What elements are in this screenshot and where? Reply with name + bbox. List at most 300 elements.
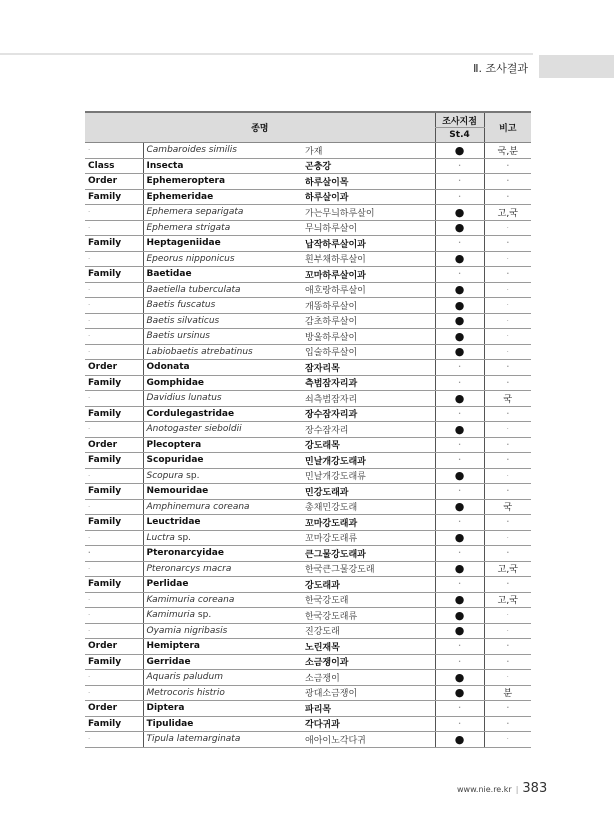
presence-cell bbox=[435, 701, 484, 717]
table-row bbox=[85, 468, 531, 484]
chapter-tab bbox=[539, 55, 614, 78]
section-title: Ⅱ. 조사결과 bbox=[473, 62, 528, 75]
note-cell-text: · bbox=[506, 611, 509, 620]
note-cell-text: · bbox=[506, 378, 510, 387]
table-row bbox=[85, 205, 531, 221]
rank-cell bbox=[85, 732, 143, 748]
presence-cell-text: · bbox=[458, 456, 461, 465]
scientific-name-cell-text: Davidius lunatus bbox=[146, 393, 222, 404]
rank-cell bbox=[85, 577, 143, 593]
rank-cell bbox=[85, 530, 143, 546]
korean-name-cell bbox=[300, 468, 435, 484]
table-row bbox=[85, 592, 531, 608]
rank-cell bbox=[85, 561, 143, 577]
korean-name-cell bbox=[300, 484, 435, 500]
header-rule bbox=[0, 53, 533, 55]
korean-name-cell-text: 광대소금쟁이 bbox=[305, 689, 358, 700]
scientific-name-cell-text: Baetiella tuberculata bbox=[146, 284, 241, 295]
note-cell bbox=[484, 484, 531, 500]
note-cell-text: 고,국 bbox=[497, 208, 518, 219]
presence-cell-text: · bbox=[458, 580, 461, 589]
note-cell-text: · bbox=[506, 626, 509, 635]
presence-cell-text: ● bbox=[454, 252, 465, 266]
table-row bbox=[85, 375, 531, 391]
rank-cell bbox=[85, 639, 143, 655]
presence-cell-text: · bbox=[458, 440, 461, 449]
presence-cell bbox=[435, 592, 484, 608]
rank-cell-text: Order bbox=[88, 176, 118, 187]
korean-name-cell bbox=[300, 143, 435, 159]
korean-name-cell bbox=[300, 236, 435, 252]
korean-name-cell-text: 한국큰그물강도래 bbox=[305, 565, 375, 576]
korean-name-cell bbox=[300, 220, 435, 236]
note-cell-text: · bbox=[506, 270, 510, 279]
note-cell-text: · bbox=[506, 239, 510, 248]
korean-name-cell-text: 가는무늬하루살이 bbox=[305, 208, 375, 219]
rank-cell bbox=[85, 437, 143, 453]
korean-name-cell bbox=[300, 267, 435, 283]
korean-name-cell bbox=[300, 422, 435, 438]
presence-cell-text: ● bbox=[454, 314, 465, 328]
note-cell-text: · bbox=[506, 332, 509, 341]
korean-name-cell-text: 민날개강도래과 bbox=[305, 456, 366, 467]
note-cell bbox=[484, 236, 531, 252]
presence-cell bbox=[435, 329, 484, 345]
scientific-name-cell bbox=[143, 143, 300, 159]
korean-name-cell-text: 한국강도래 bbox=[305, 596, 349, 607]
rank-cell bbox=[85, 499, 143, 515]
presence-cell-text: · bbox=[458, 378, 461, 387]
scientific-name-cell bbox=[143, 344, 300, 360]
scientific-name-cell-text: Cambaroides similis bbox=[146, 145, 237, 156]
rank-cell-text: · bbox=[88, 688, 91, 697]
presence-cell bbox=[435, 282, 484, 298]
note-cell-text: · bbox=[506, 533, 509, 542]
presence-cell-text: · bbox=[458, 239, 461, 248]
note-cell-text: · bbox=[506, 223, 509, 232]
scientific-name-cell-text: Scopuridae bbox=[146, 455, 204, 466]
presence-cell-text: · bbox=[458, 270, 461, 279]
scientific-name-cell-text: Baetis silvaticus bbox=[146, 315, 220, 326]
scientific-name-cell bbox=[143, 530, 300, 546]
korean-name-cell-text: 측범잠자리과 bbox=[305, 379, 358, 390]
table-row bbox=[85, 654, 531, 670]
scientific-name-cell-text: Tipulidae bbox=[146, 718, 194, 729]
rank-cell bbox=[85, 174, 143, 190]
note-cell bbox=[484, 499, 531, 515]
scientific-name-cell-text: Kamimuria coreana bbox=[146, 594, 235, 605]
scientific-name-cell-text: Gerridae bbox=[146, 656, 191, 667]
table-row bbox=[85, 437, 531, 453]
rank-cell bbox=[85, 406, 143, 422]
rank-cell-text: Family bbox=[88, 191, 122, 202]
scientific-name-cell-text: Cordulegastridae bbox=[146, 408, 235, 419]
korean-name-cell bbox=[300, 670, 435, 686]
footer-separator: | bbox=[515, 785, 519, 794]
table-row bbox=[85, 515, 531, 531]
scientific-name-cell-text: Pteronarcyidae bbox=[146, 548, 224, 559]
presence-cell-text: · bbox=[458, 704, 461, 713]
rank-cell-text: Family bbox=[88, 455, 122, 466]
table-row bbox=[85, 344, 531, 360]
table-row bbox=[85, 391, 531, 407]
korean-name-cell-text: 애호랑하루살이 bbox=[305, 286, 366, 297]
note-cell bbox=[484, 670, 531, 686]
korean-name-cell bbox=[300, 391, 435, 407]
scientific-name-cell-text: Heptageniidae bbox=[146, 238, 221, 249]
footer-url: www.nie.re.kr bbox=[457, 785, 512, 794]
scientific-name-cell-text: Amphinemura coreana bbox=[146, 501, 250, 512]
korean-name-cell bbox=[300, 499, 435, 515]
presence-cell-text: ● bbox=[454, 329, 465, 343]
rank-cell bbox=[85, 158, 143, 174]
note-cell-text: · bbox=[506, 425, 509, 434]
note-cell bbox=[484, 623, 531, 639]
korean-name-cell-text: 강도래목 bbox=[305, 441, 340, 452]
korean-name-cell bbox=[300, 639, 435, 655]
presence-cell bbox=[435, 391, 484, 407]
korean-name-cell bbox=[300, 515, 435, 531]
rank-cell bbox=[85, 189, 143, 205]
note-cell bbox=[484, 732, 531, 748]
korean-name-cell bbox=[300, 654, 435, 670]
presence-cell bbox=[435, 546, 484, 562]
note-cell-text: 고,국 bbox=[497, 565, 518, 576]
presence-cell bbox=[435, 468, 484, 484]
scientific-name-cell-text: Hemiptera bbox=[146, 641, 200, 652]
scientific-name-cell-text: Metrocoris histrio bbox=[146, 687, 225, 698]
note-cell bbox=[484, 608, 531, 624]
note-cell bbox=[484, 313, 531, 329]
scientific-name-cell bbox=[143, 515, 300, 531]
scientific-name-cell bbox=[143, 236, 300, 252]
rank-cell-text: · bbox=[88, 254, 91, 263]
note-cell-text: 국 bbox=[503, 394, 513, 405]
rank-cell bbox=[85, 251, 143, 267]
rank-cell bbox=[85, 375, 143, 391]
scientific-name-cell-text: Kamimuria bbox=[146, 610, 196, 621]
note-cell bbox=[484, 344, 531, 360]
presence-cell-text: ● bbox=[454, 593, 465, 607]
note-cell-text: · bbox=[506, 316, 509, 325]
note-cell bbox=[484, 437, 531, 453]
table-row bbox=[85, 422, 531, 438]
rank-cell-text: · bbox=[88, 425, 91, 434]
rank-cell bbox=[85, 484, 143, 500]
note-cell bbox=[484, 577, 531, 593]
rank-cell-text: · bbox=[88, 611, 91, 620]
korean-name-cell-text: 꼬마하루살이과 bbox=[305, 270, 366, 281]
rank-cell bbox=[85, 282, 143, 298]
table-row bbox=[85, 608, 531, 624]
scientific-name-cell-text: Nemouridae bbox=[146, 486, 209, 497]
scientific-name-cell bbox=[143, 158, 300, 174]
korean-name-cell-text: 민날개강도래류 bbox=[305, 472, 366, 483]
korean-name-cell bbox=[300, 375, 435, 391]
presence-cell bbox=[435, 484, 484, 500]
table-row bbox=[85, 236, 531, 252]
rank-cell-text: · bbox=[88, 347, 91, 356]
note-cell bbox=[484, 267, 531, 283]
note-cell bbox=[484, 685, 531, 701]
note-cell-text: 분 bbox=[503, 689, 513, 700]
note-cell bbox=[484, 251, 531, 267]
korean-name-cell bbox=[300, 282, 435, 298]
note-cell bbox=[484, 174, 531, 190]
presence-cell-text: ● bbox=[454, 469, 465, 483]
rank-cell bbox=[85, 716, 143, 732]
scientific-name-cell-text: Plecoptera bbox=[146, 439, 202, 450]
korean-name-cell-text: 가재 bbox=[305, 146, 323, 157]
note-cell-text: · bbox=[506, 580, 510, 589]
presence-cell bbox=[435, 298, 484, 314]
note-cell-text: · bbox=[506, 409, 510, 418]
rank-cell-text: · bbox=[88, 549, 91, 558]
table-row bbox=[85, 360, 531, 376]
presence-cell bbox=[435, 267, 484, 283]
korean-name-cell-text: 꼬마강도래과 bbox=[305, 518, 358, 529]
korean-name-cell-text: 개똥하루살이 bbox=[305, 301, 358, 312]
presence-cell bbox=[435, 577, 484, 593]
note-cell bbox=[484, 561, 531, 577]
scientific-name-cell bbox=[143, 499, 300, 515]
presence-cell bbox=[435, 685, 484, 701]
presence-cell-text: ● bbox=[454, 205, 465, 219]
rank-cell bbox=[85, 298, 143, 314]
scientific-name-cell bbox=[143, 716, 300, 732]
scientific-name-cell bbox=[143, 484, 300, 500]
korean-name-cell-text: 소금쟁이과 bbox=[305, 658, 349, 669]
korean-name-cell bbox=[300, 298, 435, 314]
presence-cell bbox=[435, 406, 484, 422]
presence-cell-text: · bbox=[458, 409, 461, 418]
korean-name-cell-text: 하루살이과 bbox=[305, 193, 349, 204]
rank-cell bbox=[85, 515, 143, 531]
scientific-name-cell bbox=[143, 732, 300, 748]
rank-cell bbox=[85, 313, 143, 329]
note-cell bbox=[484, 406, 531, 422]
rank-cell bbox=[85, 701, 143, 717]
scientific-name-cell-text: Ephemera separigata bbox=[146, 207, 244, 218]
note-cell-text: · bbox=[506, 657, 510, 666]
note-cell-text: · bbox=[506, 719, 510, 728]
note-cell bbox=[484, 422, 531, 438]
rank-cell-text: · bbox=[88, 673, 91, 682]
scientific-name-cell-text: Baetidae bbox=[146, 269, 192, 280]
rank-cell-text: Family bbox=[88, 517, 122, 528]
korean-name-cell bbox=[300, 174, 435, 190]
rank-cell bbox=[85, 670, 143, 686]
scientific-name-cell-text: Ephemeroptera bbox=[146, 176, 226, 187]
korean-name-cell-text: 민강도래과 bbox=[305, 487, 349, 498]
korean-name-cell-text: 소금쟁이 bbox=[305, 673, 340, 684]
presence-cell-text: ● bbox=[454, 670, 465, 684]
note-cell bbox=[484, 592, 531, 608]
scientific-name-cell-text: Luctra bbox=[146, 532, 175, 543]
presence-cell-text: · bbox=[458, 192, 461, 201]
korean-name-cell bbox=[300, 530, 435, 546]
rank-cell-text: · bbox=[88, 595, 91, 604]
presence-cell bbox=[435, 360, 484, 376]
note-cell bbox=[484, 282, 531, 298]
note-cell bbox=[484, 329, 531, 345]
scientific-name-cell-text: Leuctridae bbox=[146, 517, 201, 528]
scientific-name-cell bbox=[143, 313, 300, 329]
presence-cell-text: · bbox=[458, 177, 461, 186]
rank-cell-text: Family bbox=[88, 408, 122, 419]
presence-cell-text: ● bbox=[454, 345, 465, 359]
korean-name-cell-text: 노린재목 bbox=[305, 642, 340, 653]
presence-cell-text: · bbox=[458, 719, 461, 728]
presence-cell-text: ● bbox=[454, 500, 465, 514]
table-row bbox=[85, 313, 531, 329]
rank-cell-text: · bbox=[88, 301, 91, 310]
page-footer bbox=[457, 781, 547, 796]
scientific-name-cell-text: Baetis ursinus bbox=[146, 331, 210, 342]
rank-cell bbox=[85, 623, 143, 639]
presence-cell bbox=[435, 716, 484, 732]
rank-cell-text: · bbox=[88, 285, 91, 294]
scientific-name-cell-text: Oyamia nigribasis bbox=[146, 625, 228, 636]
table-row bbox=[85, 685, 531, 701]
rank-cell bbox=[85, 236, 143, 252]
scientific-name-cell bbox=[143, 174, 300, 190]
header-site: 조사지점 bbox=[435, 112, 484, 128]
korean-name-cell bbox=[300, 313, 435, 329]
presence-cell bbox=[435, 639, 484, 655]
note-cell-text: · bbox=[506, 471, 509, 480]
presence-cell bbox=[435, 437, 484, 453]
korean-name-cell-text: 하루살이목 bbox=[305, 177, 349, 188]
korean-name-cell-text: 쇠측범잠자리 bbox=[305, 394, 358, 405]
scientific-name-cell-text: Ephemera strigata bbox=[146, 222, 231, 233]
presence-cell-text: ● bbox=[454, 608, 465, 622]
note-cell-text: · bbox=[506, 363, 510, 372]
korean-name-cell-text: 감초하루살이 bbox=[305, 317, 358, 328]
presence-cell-text: ● bbox=[454, 686, 465, 700]
table-row bbox=[85, 329, 531, 345]
korean-name-cell-text: 강도래과 bbox=[305, 580, 340, 591]
korean-name-cell-text: 애아이노각다귀 bbox=[305, 735, 366, 746]
presence-cell bbox=[435, 344, 484, 360]
table-row bbox=[85, 670, 531, 686]
rank-cell-text: · bbox=[88, 394, 91, 403]
rank-cell bbox=[85, 654, 143, 670]
scientific-name-cell bbox=[143, 468, 300, 484]
note-cell bbox=[484, 391, 531, 407]
table-row bbox=[85, 453, 531, 469]
presence-cell bbox=[435, 654, 484, 670]
species-table bbox=[85, 111, 531, 748]
note-cell-text: · bbox=[506, 735, 509, 744]
presence-cell bbox=[435, 251, 484, 267]
korean-name-cell-text: 큰그물강도래과 bbox=[305, 549, 366, 560]
presence-cell-text: · bbox=[458, 642, 461, 651]
korean-name-cell bbox=[300, 685, 435, 701]
note-cell-text: · bbox=[506, 285, 509, 294]
korean-name-cell-text: 입술하루살이 bbox=[305, 348, 358, 359]
rank-cell-text: · bbox=[88, 332, 91, 341]
korean-name-cell bbox=[300, 716, 435, 732]
korean-name-cell bbox=[300, 732, 435, 748]
korean-name-cell bbox=[300, 623, 435, 639]
presence-cell bbox=[435, 205, 484, 221]
table-row bbox=[85, 267, 531, 283]
scientific-name-cell bbox=[143, 282, 300, 298]
table-row bbox=[85, 639, 531, 655]
scientific-name-cell-text: Scopura bbox=[146, 470, 184, 481]
rank-cell bbox=[85, 468, 143, 484]
note-cell bbox=[484, 143, 531, 159]
header-species: 종명 bbox=[85, 112, 435, 143]
rank-cell-text: · bbox=[88, 533, 91, 542]
note-cell-text: · bbox=[506, 704, 510, 713]
rank-cell-text: Order bbox=[88, 362, 118, 373]
rank-cell bbox=[85, 143, 143, 159]
scientific-name-cell bbox=[143, 267, 300, 283]
rank-cell-text: · bbox=[88, 564, 91, 573]
note-cell-text: · bbox=[506, 347, 509, 356]
presence-cell bbox=[435, 174, 484, 190]
korean-name-cell-text: 잠자리목 bbox=[305, 363, 340, 374]
rank-cell bbox=[85, 546, 143, 562]
korean-name-cell bbox=[300, 158, 435, 174]
rank-cell-text: · bbox=[88, 502, 91, 511]
note-cell-text: · bbox=[506, 487, 510, 496]
korean-name-cell bbox=[300, 453, 435, 469]
presence-cell-text: · bbox=[458, 549, 461, 558]
note-cell-text: 국,분 bbox=[497, 146, 518, 157]
korean-name-cell-text: 꼬마강도래류 bbox=[305, 534, 358, 545]
scientific-name-cell bbox=[143, 639, 300, 655]
table-row bbox=[85, 189, 531, 205]
rank-cell bbox=[85, 360, 143, 376]
korean-name-cell bbox=[300, 437, 435, 453]
scientific-name-cell bbox=[143, 189, 300, 205]
table-row bbox=[85, 530, 531, 546]
rank-cell-text: · bbox=[88, 735, 91, 744]
table-row bbox=[85, 716, 531, 732]
presence-cell bbox=[435, 530, 484, 546]
scientific-name-cell-text: Odonata bbox=[146, 362, 190, 373]
table-row bbox=[85, 561, 531, 577]
note-cell-text: · bbox=[506, 518, 510, 527]
presence-cell-text: ● bbox=[454, 143, 465, 157]
korean-name-cell bbox=[300, 205, 435, 221]
table-row bbox=[85, 499, 531, 515]
scientific-name-cell bbox=[143, 670, 300, 686]
korean-name-cell bbox=[300, 189, 435, 205]
rank-cell-text: Order bbox=[88, 641, 118, 652]
rank-cell-text: · bbox=[88, 146, 91, 155]
note-cell-text: · bbox=[506, 440, 510, 449]
note-cell bbox=[484, 716, 531, 732]
table-row bbox=[85, 577, 531, 593]
note-cell bbox=[484, 205, 531, 221]
scientific-name-cell bbox=[143, 608, 300, 624]
table-row bbox=[85, 158, 531, 174]
scientific-name-cell-text: Gomphidae bbox=[146, 377, 205, 388]
korean-name-cell-text: 장수잠자리과 bbox=[305, 410, 358, 421]
note-cell-text: 고,국 bbox=[497, 596, 518, 607]
note-cell bbox=[484, 639, 531, 655]
note-cell bbox=[484, 453, 531, 469]
presence-cell bbox=[435, 375, 484, 391]
note-cell bbox=[484, 515, 531, 531]
note-cell-text: · bbox=[506, 456, 510, 465]
table-row bbox=[85, 251, 531, 267]
presence-cell bbox=[435, 236, 484, 252]
